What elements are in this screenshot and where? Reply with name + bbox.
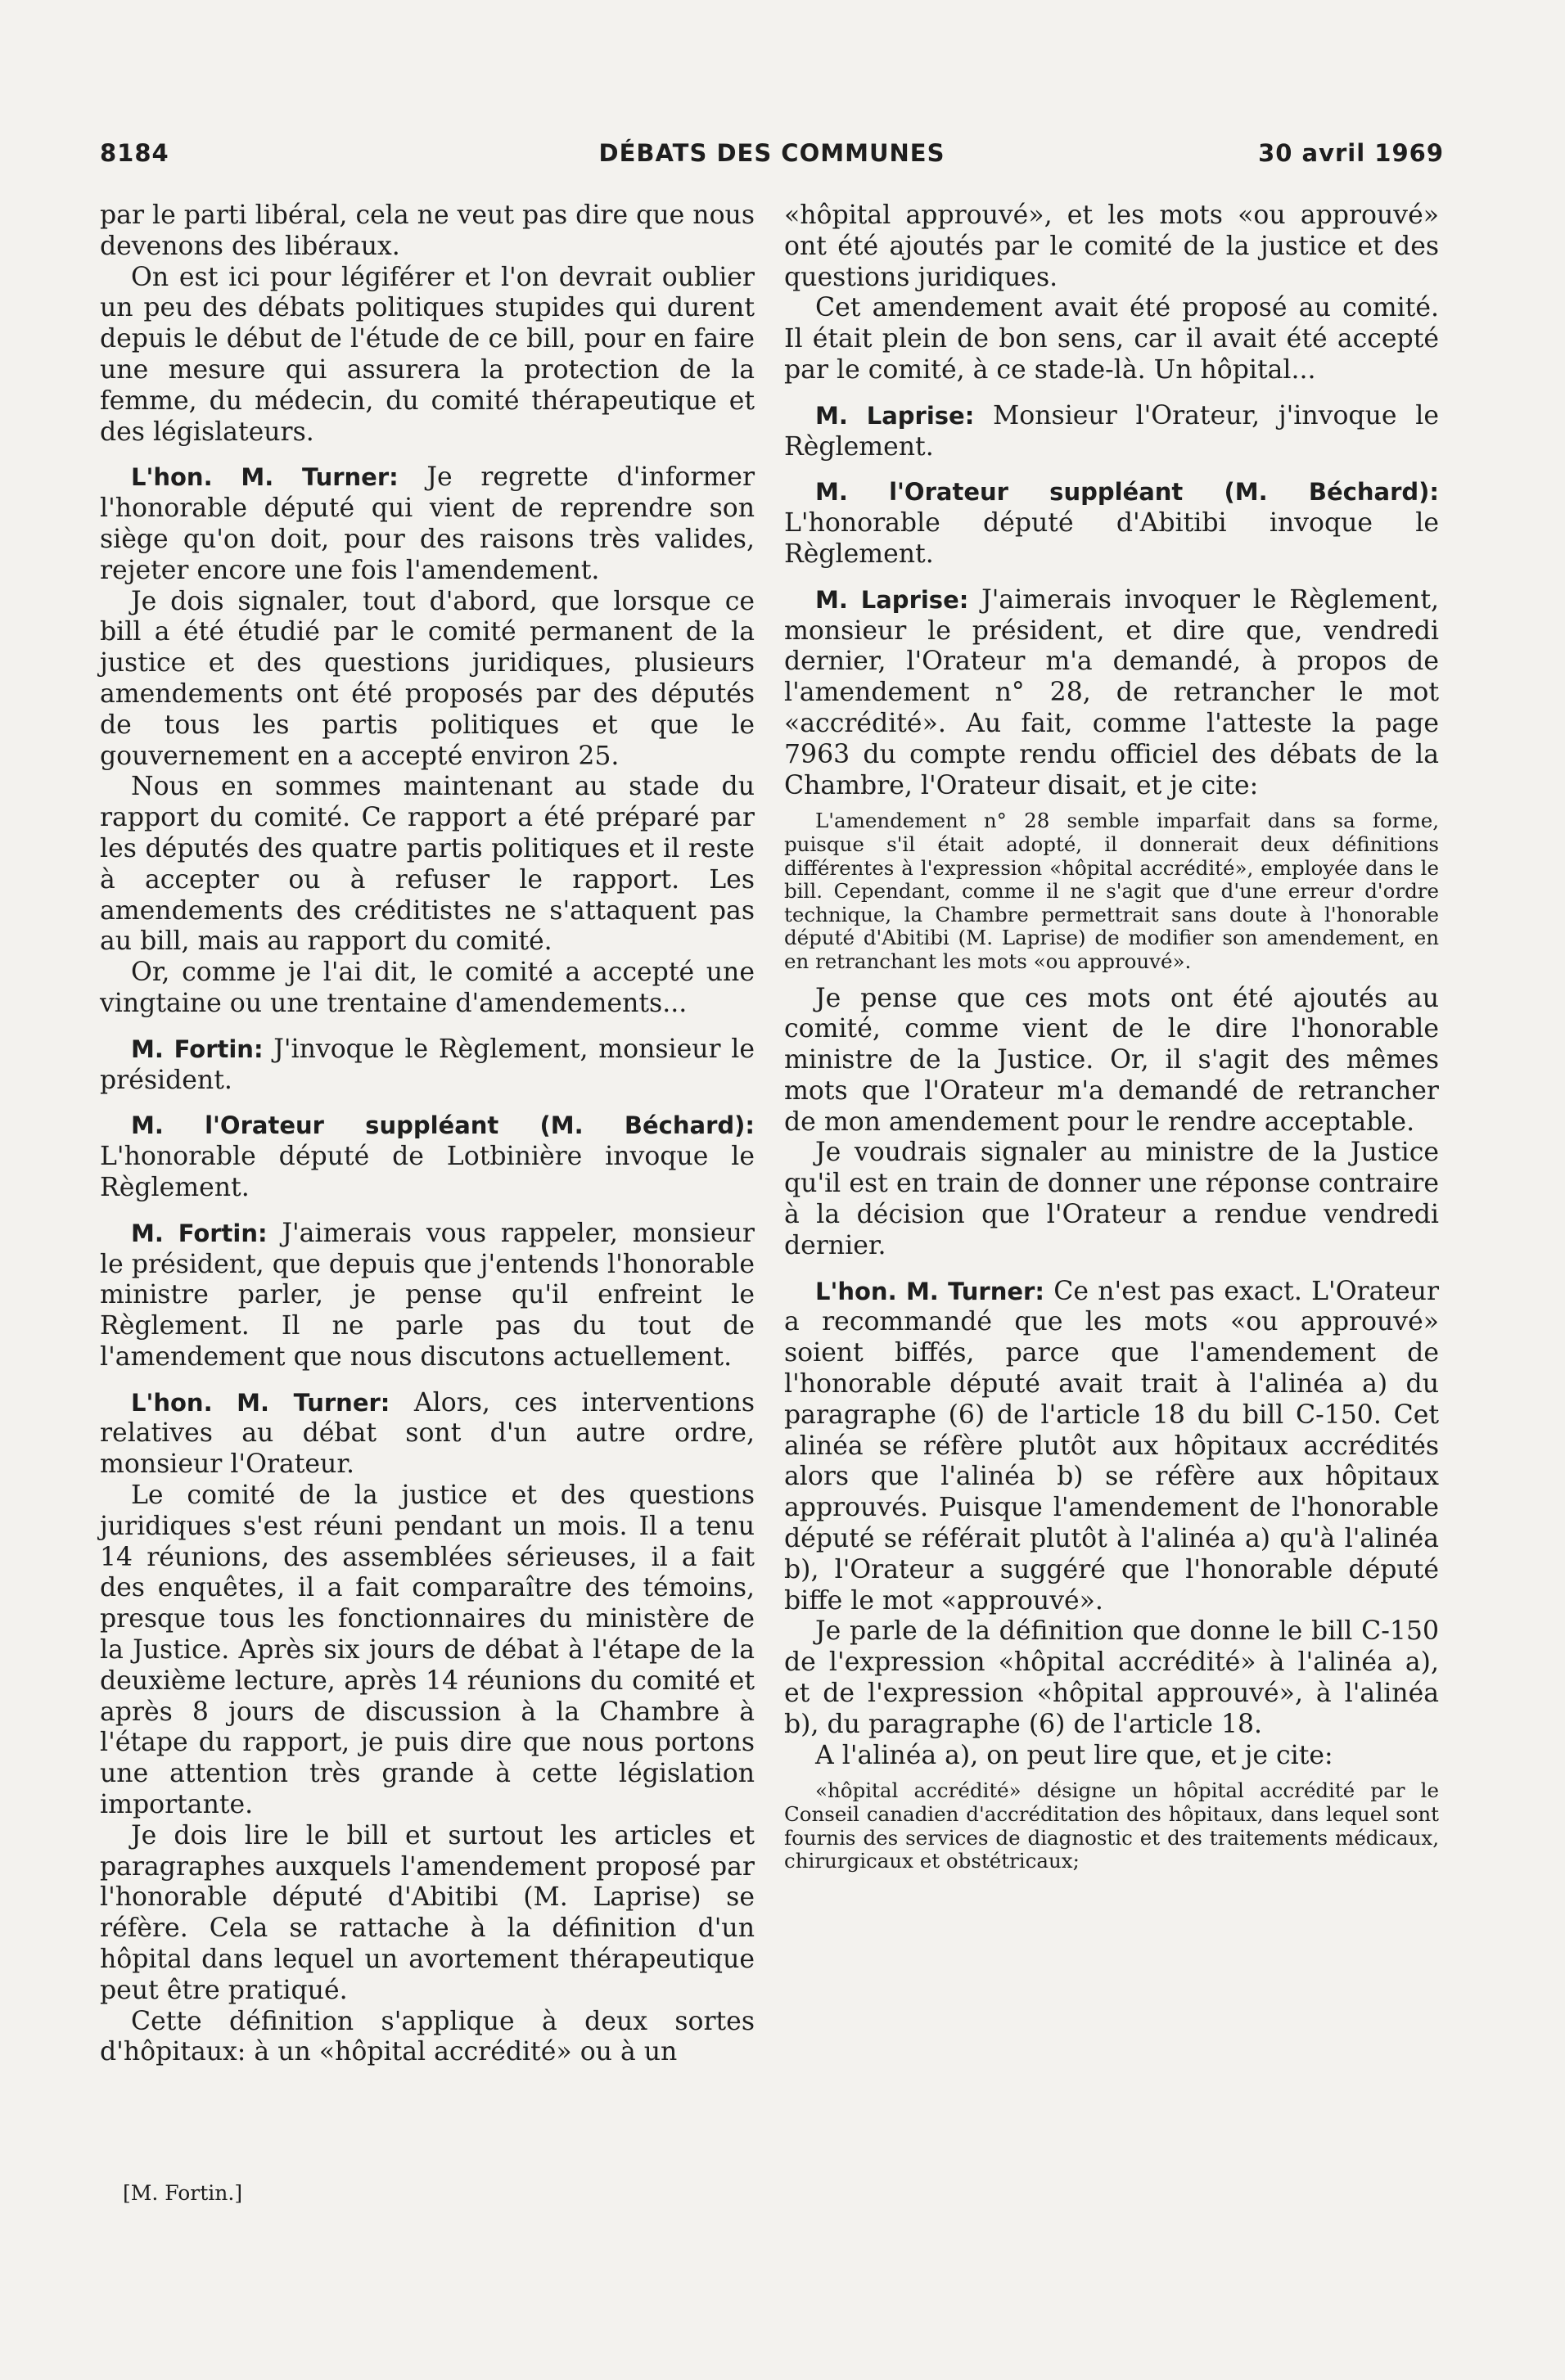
page-number: 8184 — [100, 139, 169, 167]
speaker-name: M. l'Orateur suppléant (M. Béchard): — [131, 1111, 755, 1140]
speech-text: J'invoque le Règlement, monsieur le président. — [100, 1034, 755, 1095]
speech-paragraph — [784, 401, 1439, 463]
speaker-name: M. Fortin: — [131, 1219, 268, 1247]
paragraph: A l'alinéa a), on peut lire que, et je cite: — [815, 1740, 1333, 1770]
speech-text: Ce n'est pas exact. L'Orateur a recommandé que les mots «ou approuvé» soient biffés, parce que l'amendement de l'honorable député avait trait à l'alinéa a) du paragraphe (6) de l'article 18 du bill C-150. Cet alinéa se réfère plutôt aux hôpitaux accrédités alors que l'alinéa b) se réfère aux hôpitaux approuvés. Puisque l'amendement de l'honorable député se référait plutôt à l'alinéa a) qu'à l'alinéa b), l'Orateur a suggéré que l'honorable député biffe le mot «approuvé». — [784, 1276, 1439, 1616]
left-column — [100, 201, 755, 2068]
paragraph: Cette définition s'applique à deux sortes d'hôpitaux: à un «hôpital accrédité» ou à un — [100, 2006, 755, 2067]
speech-paragraph — [100, 1111, 755, 1203]
speech-paragraph — [784, 1277, 1439, 1617]
speech-text: L'honorable député de Lotbinière invoque le Règlement. — [100, 1142, 755, 1202]
speech-text: Je regrette d'informer l'honorable député qui vient de reprendre son siège qu'on doit, pour des raisons très valides, rejeter encore une fois l'amendement. — [100, 462, 755, 585]
speaker-name: L'hon. M. Turner: — [131, 463, 399, 492]
block-quote: «hôpital accrédité» désigne un hôpital accrédité par le Conseil canadien d'accréditation des hôpitaux, dans lequel sont fournis des services de diagnostic et des traitements médicaux, chirurgicaux et obstétricaux; — [784, 1778, 1439, 1873]
speech-paragraph — [784, 585, 1439, 802]
speaker-name: M. Laprise: — [815, 401, 975, 430]
paragraph: par le parti libéral, cela ne veut pas dire que nous devenons des libéraux. — [100, 201, 755, 261]
publication-title: DÉBATS DES COMMUNES — [598, 139, 945, 167]
paragraph: Je parle de la définition que donne le bill C-150 de l'expression «hôpital accrédité» à l'alinéa a), et de l'expression «hôpital approuvé», à l'alinéa b), du paragraphe (6) de l'article 18. — [784, 1616, 1439, 1739]
paragraph: Je dois lire le bill et surtout les articles et paragraphes auxquels l'amendement proposé par l'honorable député d'Abitibi (M. Laprise) se réfère. Cela se rattache à la définition d'un hôpital dans lequel un avortement thérapeutique peut être pratiqué. — [100, 1820, 755, 2005]
paragraph: Je pense que ces mots ont été ajoutés au comité, comme vient de le dire l'honorable ministre de la Justice. Or, il s'agit des mêmes mots que l'Orateur m'a demandé de retrancher de mon amendement pour le rendre acceptable. — [784, 983, 1439, 1137]
speech-paragraph — [100, 462, 755, 586]
speech-paragraph — [100, 1034, 755, 1097]
paragraph: Je voudrais signaler au ministre de la Justice qu'il est en train de donner une réponse contraire à la décision que l'Orateur a rendue vendredi dernier. — [784, 1138, 1439, 1260]
speaker-name: M. Laprise: — [815, 585, 969, 614]
speech-paragraph — [100, 1388, 755, 1481]
paragraph: «hôpital approuvé», et les mots «ou approuvé» ont été ajoutés par le comité de la justice et des questions juridiques. — [784, 201, 1439, 292]
paragraph: Nous en sommes maintenant au stade du rapport du comité. Ce rapport a été préparé par les députés des quatre partis politiques et il reste à accepter ou à refuser le rapport. Les amendements des créditistes ne s'attaquent pas au bill, mais au rapport du comité. — [100, 772, 755, 957]
speech-text: Monsieur l'Orateur, j'invoque le Règlement. — [784, 400, 1439, 462]
speech-paragraph — [100, 1219, 755, 1373]
paragraph: Or, comme je l'ai dit, le comité a accepté une vingtaine ou une trentaine d'amendements... — [100, 958, 755, 1018]
paragraph: Cet amendement avait été proposé au comité. Il était plein de bon sens, car il avait été accepté par le comité, à ce stade-là. Un hôpital... — [784, 293, 1439, 385]
paragraph: Je dois signaler, tout d'abord, que lorsque ce bill a été étudié par le comité permanent de la justice et des questions juridiques, plusieurs amendements ont été proposés par des députés de tous les partis politiques et que le gouvernement en a accepté environ 25. — [100, 586, 755, 771]
speech-text: J'aimerais vous rappeler, monsieur le président, que depuis que j'entends l'honorable ministre parler, je pense qu'il enfreint le Règlement. Il ne parle pas du tout de l'amendement que nous discutons actuellement. — [100, 1218, 755, 1372]
speech-text: J'aimerais invoquer le Règlement, monsieur le président, et dire que, vendredi dernier, l'Orateur m'a demandé, à propos de l'amendement n° 28, de retrancher le mot «accrédité». Au fait, comme l'atteste la page 7963 du compte rendu officiel des débats de la Chambre, l'Orateur disait, et je cite: — [784, 584, 1439, 800]
speech-text: L'honorable député d'Abitibi invoque le Règlement. — [784, 508, 1439, 569]
block-quote: L'amendement n° 28 semble imparfait dans sa forme, puisque s'il était adopté, il donnerait deux définitions différentes à l'expression «hôpital accrédité», employée dans le bill. Cependant, comme il ne s'agit que d'une erreur d'ordre technique, la Chambre permettrait sans doute à l'honorable député d'Abitibi (M. Laprise) de modifier son amendement, en en retranchant les mots «ou approuvé». — [784, 809, 1439, 973]
paragraph: On est ici pour légiférer et l'on devrait oublier un peu des débats politiques stupides qui durent depuis le début de l'étude de ce bill, pour en faire une mesure qui assurera la protection de la femme, du médecin, du comité thérapeutique et des législateurs. — [100, 262, 755, 447]
speaker-name: L'hon. M. Turner: — [815, 1277, 1044, 1305]
page-date: 30 avril 1969 — [1258, 139, 1444, 167]
speaker-name: M. Fortin: — [131, 1034, 264, 1063]
page-header — [100, 139, 1444, 175]
speech-text: Alors, ces interventions relatives au débat sont d'un autre ordre, monsieur l'Orateur. — [100, 1387, 755, 1480]
speaker-name: L'hon. M. Turner: — [131, 1388, 390, 1417]
footnote: [M. Fortin.] — [123, 2181, 243, 2205]
speaker-name: M. l'Orateur suppléant (M. Béchard): — [815, 478, 1439, 507]
right-column — [784, 201, 1439, 1883]
speech-paragraph — [784, 477, 1439, 570]
paragraph: Le comité de la justice et des questions juridiques s'est réuni pendant un mois. Il a tenu 14 réunions, des assemblées sérieuses, il a fait des enquêtes, il a fait comparaître des témoins, presque tous les fonctionnaires du ministère de la Justice. Après six jours de débat à l'étape de la deuxième lecture, après 14 réunions du comité et après 8 jours de discussion à la Chambre à l'étape du rapport, je puis dire que nous portons une attention très grande à cette législation importante. — [100, 1481, 755, 1820]
